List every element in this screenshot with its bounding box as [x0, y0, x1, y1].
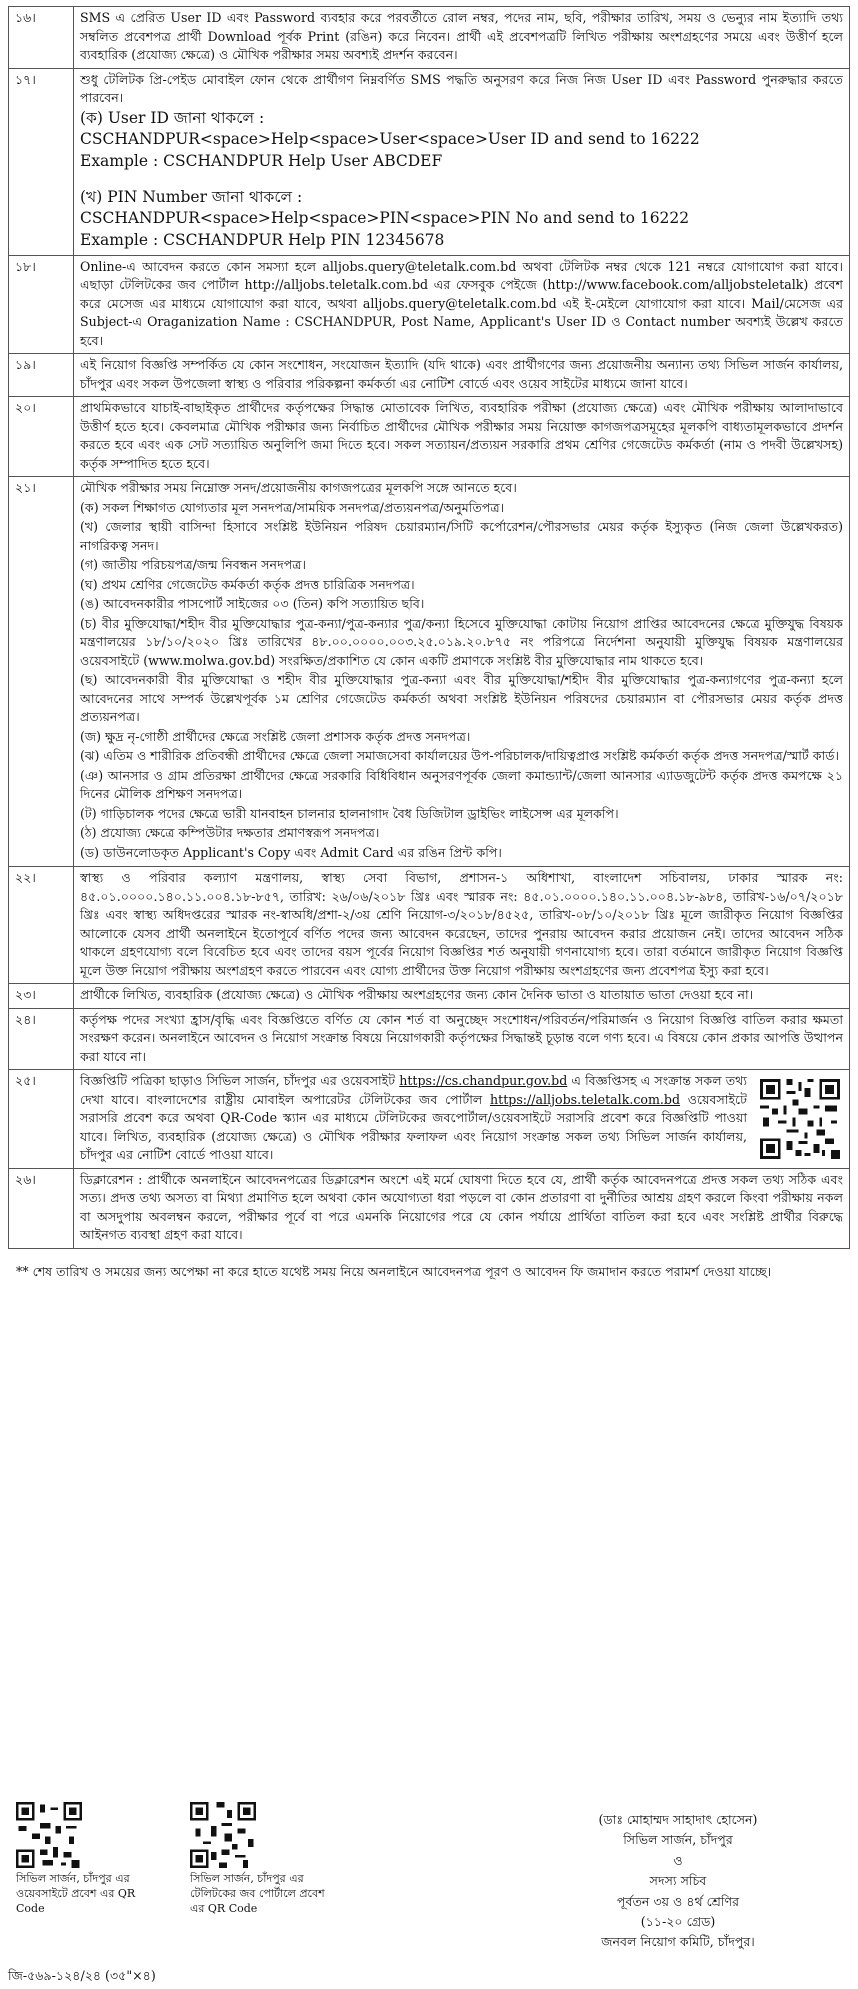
document-item: (ছ) আবেদনকারী বীর মুক্তিযোদ্ধা ও শহীদ বীর মুক্তিযোদ্ধার পুত্র-কন্যা এবং বীর মুক্তিযোদ্ধা/শহীদ বীর মুক্তিযোদ্ধার পুত্র-কন্যাগণের পুত্র-কন্যা হলে আবেদনের সাথে সম্পর্ক উল্লেখপূর্বক ১ম শ্রেণির গেজেটেড কর্মকর্তা অথবা সংশ্লিষ্ট ইউনিয়ন পরিষদের চেয়ারম্যান বা পৌরসভার মেয়র কর্তৃক প্রদত্ত প্রত্যয়নপত্র। [80, 672, 843, 725]
sms-label-pin: (খ) PIN Number জানা থাকলে : [80, 187, 303, 206]
clause-number: ১৬। [9, 7, 74, 69]
clause-body [74, 1168, 850, 1248]
document-item: (ড) ডাউনলোডকৃত Applicant's Copy এবং Admit Card এর রঙিন প্রিন্ট কপি। [80, 844, 502, 860]
clause-row [9, 984, 850, 1009]
clause-number: ২৪। [9, 1008, 74, 1070]
advisory-note: ** শেষ তারিখ ও সময়ের জন্য অপেক্ষা না করে হাতে যথেষ্ট সময় নিয়ে অনলাইনে আবেদনপত্র পূরণ ও আবেদন ফি জমাদান করতে পরামর্শ দেওয়া যাচ্ছে। [16, 1263, 772, 1279]
clause-text: এই নিয়োগ বিজ্ঞপ্তি সম্পর্কিত যে কোন সংশোধন, সংযোজন ইত্যাদি (যদি থাকে) এবং প্রার্থীগণের জন্য প্রয়োজনীয় অন্যান্য তথ্য সিভিল সার্জন কার্যালয়, চাঁদপুর এবং সকল উপজেলা স্বাস্থ্য ও পরিবার পরিকল্পনা কর্মকর্তা এর নোটিশ বোর্ডে এবং ওয়েব সাইটের মাধ্যমে জানা যাবে। [80, 357, 843, 391]
clause-text: মৌখিক পরীক্ষার সময় নিম্নোক্ত সনদ/প্রয়োজনীয় কাগজপত্রের মূলকপি সঙ্গে আনতে হবে। [80, 480, 517, 496]
committee-grade: (১১-২০ গ্রেড) [640, 1913, 716, 1929]
document-item: (খ) জেলার স্থায়ী বাসিন্দা হিসাবে সংশ্লিষ্ট ইউনিয়ন পরিষদ চেয়ারম্যান/সিটি কর্পোরেশন/পৌরসভার মেয়র কর্তৃক ইস্যুকৃত (নিজ জেলা উল্লেখকরত) নাগরিকত্ব সনদ। [80, 519, 843, 553]
civil-surgeon-website-link[interactable]: https://cs.chandpur.gov.bd [399, 1073, 568, 1089]
clause-body [74, 477, 850, 867]
clause-text: কর্তৃপক্ষ পদের সংখ্যা হ্রাস/বৃদ্ধি এবং বিজ্ঞপ্তিতে বর্ণিত যে কোন শর্ত বা অনুচ্ছেদ সংশোধন/পরিবর্তন/পরিমার্জন ও নিয়োগ বিজ্ঞপ্তি বাতিল করার ক্ষমতা সংরক্ষণ করেন। অনলাইনে আবেদন ও নিয়োগ সংক্রান্ত বিষয়ে নিয়োগকারী কর্তৃপক্ষের সিদ্ধান্তই চূড়ান্ত বলে গণ্য হবে। এ বিষয়ে কোন প্রকার আপত্তি উত্থাপন করা যাবে না। [80, 1011, 843, 1064]
website-qr-caption: সিভিল সার্জন, চাঁদপুর এর ওয়েবসাইটে প্রবেশ এর QR Code [16, 1872, 136, 1915]
document-item: (ক) সকল শিক্ষাগত যোগ্যতার মূল সনদপত্র/সাময়িক সনদপত্র/প্রত্যয়নপত্র/অনুমতিপত্র। [80, 499, 505, 515]
spacer [80, 173, 843, 187]
clause-text: স্বাস্থ্য ও পরিবার কল্যাণ মন্ত্রণালয়, স্বাস্থ্য সেবা বিভাগ, প্রশাসন-১ অধিশাখা, বাংলাদেশ সচিবালয়, ঢাকার স্মারক নং: ৪৫.০১.০০০০.১৪০.১১.০০৪.১৮-৮৫৭, তারিখ: ২৬/০৬/২০১৮ খ্রিঃ এবং স্মারক নং: ৪৫.০১.০০০০.১৪০.১১.০০৪.১৮-৯৮৪, তারিখ-১৬/০৭/২০১৮ খ্রিঃ এবং স্বাস্থ্য অধিদপ্তরের স্মারক নং-স্বাঅধি/প্রশা-২/৩য় শ্রেণি নিয়োগ-৩/২০১৮/৪৫২৫, তারিখ-০৮/১০/২০১৮ খ্রিঃ মূলে জারীকৃত নিয়োগ বিজ্ঞপ্তির আলোকে যেসব প্রার্থী অনলাইনে ইতোপূর্বে বর্ণিত পদের জন্য আবেদন করেছেন, তাদের পুনরায় আবেদন করার প্রয়োজন নেই। তাদের আবেদন সঠিক থাকলে গ্রহণযোগ্য বলে বিবেচিত হবে এবং তাদের বয়স পূর্বের নিয়োগ বিজ্ঞপ্তির শর্ত অনুযায়ী গণনাযোগ্য হবে। তারা বর্তমানে জারীকৃত নিয়োগ বিজ্ঞপ্তি মূলে উক্ত নিয়োগ পরীক্ষায় অংশগ্রহণ করতে পারবেন এবং যোগ্য প্রার্থীদের উক্ত নিয়োগ পরীক্ষায় অংশগ্রহণের জন্য প্রবেশপত্র ইস্যু করা হবে। [80, 870, 843, 978]
clause-number: ১৮। [9, 255, 74, 354]
clause-row [9, 1070, 850, 1169]
signatory-role: সদস্য সচিব [649, 1873, 707, 1889]
publication-memo: জি-৫৬৯-১২৪/২৪ (৩৫"×৪) [8, 1968, 156, 1983]
document-item: (জ) ক্ষুদ্র নৃ-গোষ্ঠী প্রার্থীদের ক্ষেত্রে সংশ্লিষ্ট জেলা প্রশাসক কর্তৃক প্রদত্ত সনদপত্র। [80, 728, 471, 744]
clause-row [9, 1008, 850, 1070]
document-item: (ঞ) আনসার ও গ্রাম প্রতিরক্ষা প্রার্থীদের ক্ষেত্রে সরকারি বিধিবিধান অনুসরণপূর্বক জেলা কমান্ড্যান্ট/জেলা আনসার এ্যাডজুটেন্ট কর্তৃক প্রদত্ত কমপক্ষে ২১ দিনের মৌলিক প্রশিক্ষণ সনদপত্র। [80, 767, 843, 802]
clause-text: Online-এ আবেদন করতে কোন সমস্যা হলে alljobs.query@teletalk.com.bd অথবা টেলিটক নম্বর থেকে 121 নম্বরে যোগাযোগ করা যাবে। এছাড়া টেলিটকের জব পোর্টাল http://alljobs.teletalk.com.bd এর ফেসবুক পেইজে (http://www.facebook.com/alljobsteletalk) প্রবেশ করে মেসেজ এর মাধ্যমে যোগাযোগ করা যাবে, অথবা alljobs.query@teletalk.com.bd এই ই-মেইলে যোগাযোগ করা যাবে। Mail/মেসেজ এর Subject-এ Oraganization Name : CSCHANDPUR, Post Name, Applicant's User ID ও Contact number অবশ্যই উল্লেখ করতে হবে। [80, 258, 843, 348]
website-text: বিজ্ঞপ্তিটি পত্রিকা ছাড়াও সিভিল সার্জন, চাঁদপুর এর ওয়েবসাইট [80, 1073, 396, 1089]
results-info-text: ওয়েবসাইটে সরাসরি প্রবেশ করে অথবা QR-Code স্ক্যান এর মাধ্যমে টেলিটকের জবপোর্টাল/ওয়েবসাইটে সরাসরি প্রবেশ করে বিজ্ঞপ্তিটি পাওয়া যাবে। লিখিত, ব্যবহারিক (প্রযোজ্য ক্ষেত্রে) ও মৌখিক পরীক্ষার ফলাফল এবং নিয়োগ সংক্রান্ত সকল তথ্য সিভিল সার্জন কার্যালয়, চাঁদপুর এর নোটিশ বোর্ডে পাওয়া যাবে। [80, 1091, 747, 1163]
job-portal-text: এ বিজ্ঞপ্তিসহ এ সংক্রান্ত সকল তথ্য দেখা যাবে। বাংলাদেশের রাষ্ট্রীয় মোবাইল অপারেটর টেলিটকের জব পোর্টাল [80, 1073, 747, 1107]
clause-text: প্রাথমিকভাবে যাচাই-বাছাইকৃত প্রার্থীদের কর্তৃপক্ষের সিদ্ধান্ত মোতাবেক লিখিত, ব্যবহারিক পরীক্ষা (প্রযোজ্য ক্ষেত্রে) এবং মৌখিক পরীক্ষায় আলাদাভাবে উত্তীর্ণ হতে হবে। কেবলমাত্র মৌখিক পরীক্ষার জন্য নির্বাচিত প্রার্থীদের মৌখিক পরীক্ষার সময় নিয়োক্ত কাগজপত্রসমূহের মূলকপি বাধ্যতামূলকভাবে প্রদর্শন করতে হবে এবং এক সেট সত্যায়িত অনুলিপি জমা দিতে হবে। সকল সত্যায়ন/প্রত্যয়ন সরকারি প্রথম শ্রেণির গেজেটেড কর্মকর্তা (নাম ও পদবী উল্লেখসহ) কর্তৃক সম্পাদিত হতে হবে। [80, 400, 843, 471]
clause-body [74, 1070, 850, 1169]
signatory-name: (ডাঃ মোহাম্মদ সাহাদাৎ হোসেন) [598, 1812, 758, 1827]
clause-row [9, 255, 850, 354]
website-qr-block [16, 1802, 156, 1917]
clause-text [80, 1072, 843, 1165]
clause-body [74, 354, 850, 397]
clause-number: ১৭। [9, 68, 74, 255]
signatory-title: সিভিল সার্জন, চাঁদপুর [623, 1832, 733, 1848]
sms-label-user-id: (ক) User ID জানা থাকলে : [80, 108, 265, 127]
document-item: (ট) গাড়িচালক পদের ক্ষেত্রে ভারী যানবাহন চালনার হালনাগাদ বৈধ ডিজিটাল ড্রাইভিং লাইসেন্স এর মূলকপি। [80, 805, 619, 821]
sms-example-pin: Example : CSCHANDPUR Help PIN 12345678 [80, 230, 445, 249]
committee-line-2: জনবল নিয়োগ কমিটি, চাঁদপুর। [601, 1934, 755, 1950]
document-item: (ঙ) আবেদনকারীর পাসপোর্ট সাইজের ০৩ (তিন) কপি সত্যায়িত ছবি। [80, 596, 425, 612]
committee-line-1: পূর্বতন ৩য় ও ৪র্থ শ্রেণির [616, 1893, 740, 1909]
clause-text: শুধু টেলিটক প্রি-পেইড মোবাইল ফোন থেকে প্রার্থীগণ নিম্নবর্ণিত SMS পদ্ধতি অনুসরণ করে নিজ নিজ User ID এবং Password পুনরুদ্ধার করতে পারবেন। [80, 71, 843, 105]
clause-row [9, 477, 850, 867]
clause-number: ১৯। [9, 354, 74, 397]
clause-text: SMS এ প্রেরিত User ID এবং Password ব্যবহার করে পরবর্তীতে রোল নম্বর, পদের নাম, ছবি, পরীক্ষার তারিখ, সময় ও ভেন্যুর নাম ইত্যাদি তথ্য সম্বলিত প্রবেশপত্র প্রার্থী Download পূর্বক Print (রঙিন) করে নিবেন। প্রার্থী এই প্রবেশপত্রটি লিখিত পরীক্ষায় অংশগ্রহণের সময়ে এবং উত্তীর্ণ হলে ব্যবহারিক (প্রযোজ্য ক্ষেত্রে) ও মৌখিক পরীক্ষার সময় অবশ্যই প্রদর্শন করবেন। [80, 10, 843, 62]
signature-block [528, 1810, 828, 1953]
qr-code-icon [190, 1802, 256, 1868]
clause-number: ২৬। [9, 1168, 74, 1248]
qr-code-icon [16, 1802, 82, 1868]
clause-body [74, 397, 850, 477]
clause-body [74, 1008, 850, 1070]
clause-row [9, 7, 850, 69]
clause-body [74, 255, 850, 354]
document-item: (গ) জাতীয় পরিচয়পত্র/জন্ম নিবন্ধন সনদপত্র। [80, 557, 306, 573]
clause-row [9, 867, 850, 984]
clause-body [74, 984, 850, 1009]
clause-row [9, 1168, 850, 1248]
clause-number: ২৩। [9, 984, 74, 1009]
clause-body [74, 7, 850, 69]
clause-body [74, 867, 850, 984]
footer [8, 1796, 850, 1986]
document-item: (ঠ) প্রযোজ্য ক্ষেত্রে কম্পিউটার দক্ষতার প্রমাণস্বরূপ সনদপত্র। [80, 825, 380, 841]
signatory-and: ও [673, 1852, 683, 1868]
clause-text: প্রার্থীকে লিখিত, ব্যবহারিক (প্রযোজ্য ক্ষেত্রে) ও মৌখিক পরীক্ষায় অংশগ্রহণের জন্য কোন দৈনিক ভাতা ও যাতায়াত ভাতা দেওয়া হবে না। [80, 987, 754, 1003]
clause-row [9, 397, 850, 477]
clause-number: ২১। [9, 477, 74, 867]
clause-text: ডিক্লারেশন : প্রার্থীকে অনলাইনে আবেদনপত্রের ডিক্লারেশন অংশে এই মর্মে ঘোষণা দিতে হবে যে, প্রার্থী কর্তৃক আবেদনপত্রে প্রদত্ত সকল তথ্য সঠিক এবং সত্য। প্রদত্ত তথ্য অসত্য বা মিথ্যা প্রমাণিত হলে অথবা কোন অযোগ্যতা ধরা পড়লে বা কোন প্রতারণা বা দুর্নীতির আশ্রয় গ্রহণ করলে কিংবা পরীক্ষায় নকল বা অসদুপায় অবলম্বন করলে, পরীক্ষার পূর্বে বা পরে এমনকি নিয়োগের পরে যে কোন পর্যায়ে প্রার্থিতা বাতিল করা হবে এবং সংশ্লিষ্ট প্রার্থীর বিরুদ্ধে আইনগত ব্যবস্থা গ্রহণ করা যাবে। [80, 1171, 843, 1243]
clause-body [74, 68, 850, 255]
clause-number: ২২। [9, 867, 74, 984]
sms-format-user-id: CSCHANDPUR<space>Help<space>User<space>User ID and send to 16222 [80, 130, 700, 149]
document-item: (চ) বীর মুক্তিযোদ্ধা/শহীদ বীর মুক্তিযোদ্ধার পুত্র-কন্যা/পুত্র-কন্যার পুত্র/কন্যা হিসেবে মুক্তিযোদ্ধা কোটায় নিয়োগ প্রাপ্তির আবেদনের ক্ষেত্রে মুক্তিযুদ্ধ বিষয়ক মন্ত্রণালয়ের ১৮/১০/২০২০ খ্রিঃ তারিখের ৪৮.০০.০০০০.০০৩.২৫.০১৯.২০.৮৭৫ নং পরিপত্রে নির্দেশনা অনুযায়ী মুক্তিযুদ্ধ বিষয়ক মন্ত্রণালয়ের ওয়েবসাইটে (www.molwa.gov.bd) সংরক্ষিত/প্রকাশিত যে কোন একটি প্রমাণকে সংশ্লিষ্ট বীর মুক্তিযোদ্ধার নাম থাকতে হবে। [80, 615, 843, 668]
sms-format-pin: CSCHANDPUR<space>Help<space>PIN<space>PIN No and send to 16222 [80, 209, 690, 228]
document-item: (ঝ) এতিম ও শারীরিক প্রতিবন্ধী প্রার্থীদের ক্ষেত্রে জেলা সমাজসেবা কার্যালয়ের উপ-পরিচালক/দায়িত্বপ্রাপ্ত সংশ্লিষ্ট কর্মকর্তা কর্তৃক প্রদত্ত সনদপত্র/স্মার্ট কার্ড। [80, 748, 840, 764]
clauses-table [8, 6, 850, 1249]
job-portal-qr-caption: সিভিল সার্জন, চাঁদপুর এর টেলিটকের জব পোর্টালে প্রবেশ এর QR Code [190, 1872, 325, 1915]
clause-number: ২৫। [9, 1070, 74, 1169]
qr-code-icon [757, 1076, 843, 1162]
clause-number: ২০। [9, 397, 74, 477]
sms-example-user-id: Example : CSCHANDPUR Help User ABCDEF [80, 151, 443, 170]
teletalk-job-portal-link[interactable]: https://alljobs.teletalk.com.bd [490, 1091, 681, 1107]
clause-row [9, 68, 850, 255]
clause-row [9, 354, 850, 397]
document-item: (ঘ) প্রথম শ্রেণির গেজেটেড কর্মকর্তা কর্তৃক প্রদত্ত চারিত্রিক সনদপত্র। [80, 576, 415, 592]
job-portal-qr-block [190, 1802, 330, 1917]
